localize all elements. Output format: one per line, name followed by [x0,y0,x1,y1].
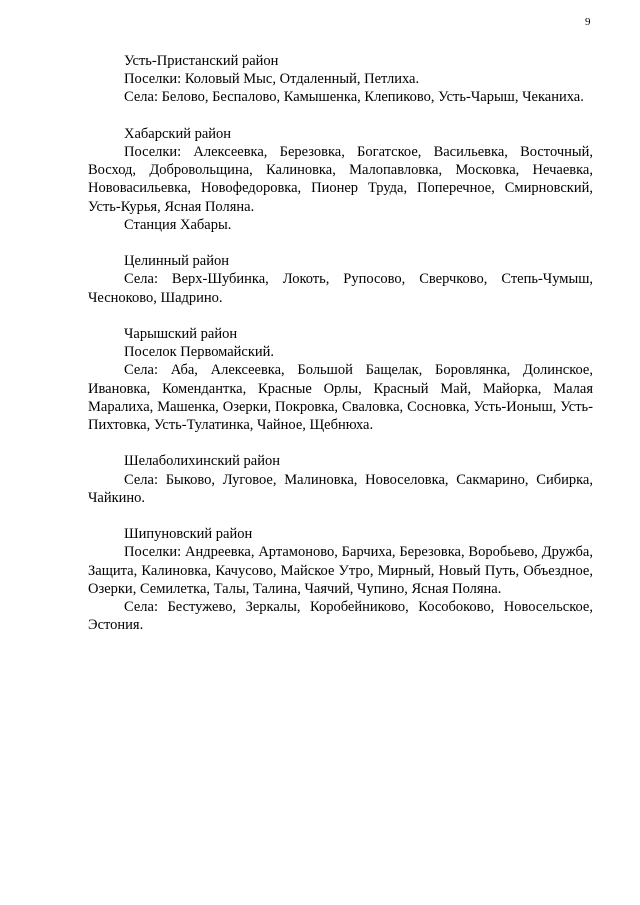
district-title: Чарышский район [124,326,238,342]
settlement-list: Села: Бестужево, Зеркалы, Коробейниково, Кособоково, Новосельское, Эстония. [88,599,593,634]
district-title: Шелаболихинский район [124,453,281,470]
district-section [88,52,593,107]
settlement-list: Села: Быково, Луговое, Малиновка, Новоселовка, Сакмарино, Сибирка, Чайкино. [88,471,593,506]
settlement-list: Села: Верх-Шубинка, Локоть, Рупосово, Сверчково, Степь-Чумыш, Чесноково, Шадрино. [88,271,593,306]
settlement-list: Села: Аба, Алексеевка, Большой Бащелак, Боровлянка, Долинское, Ивановка, Комендантка, Красные Орлы, Красный Май, Майорка, Малая Маралиха, Машенка, Озерки, Покровка, Сваловка, Сосновка, Усть-Ионыш, Усть-Пихтовка, Усть-Тулатинка, Чайное, Щебнюха. [88,362,593,434]
district-title: Шипуновский район [124,526,253,543]
district-section [88,452,593,507]
district-section [88,125,593,234]
district-section [88,325,593,434]
settlement-list: Поселки: Коловый Мыс, Отдаленный, Петлиха. [124,71,420,88]
settlement-list: Станция Хабары. [124,216,232,233]
document-body [88,52,593,653]
district-section [88,525,593,634]
page-number: 9 [585,16,591,28]
district-title: Усть-Пристанский район [124,53,279,69]
settlement-list: Поселки: Андреевка, Артамоново, Барчиха, Березовка, Воробьево, Дружба, Защита, Калиновка, Качусово, Майское Утро, Мирный, Новый Путь, Объездное, Озерки, Семилетка, Талы, Талина, Чаячий, Чупино, Ясная Поляна. [88,544,593,597]
district-title: Хабарский район [124,125,232,142]
district-title: Целинный район [124,253,230,270]
district-section [88,252,593,307]
settlement-list: Поселок Первомайский. [124,344,275,361]
settlement-list: Поселки: Алексеевка, Березовка, Богатское, Васильевка, Восточный, Восход, Добровольщина, Калиновка, Малопавловка, Московка, Нечаевка, Нововасильевка, Новофедоровка, Пионер Труда, Поперечное, Смирновский, Усть-Курья, Ясная Поляна. [88,144,593,215]
settlement-list: Села: Белово, Беспалово, Камышенка, Клепиково, Усть-Чарыш, Чеканиха. [124,89,584,106]
